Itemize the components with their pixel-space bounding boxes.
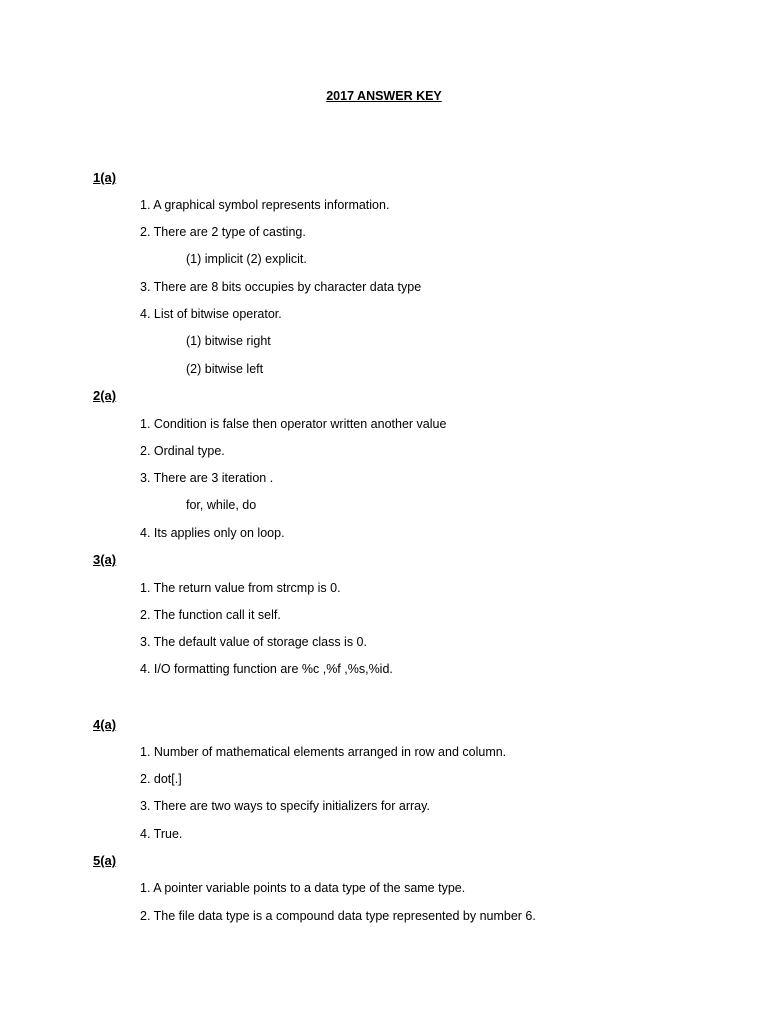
section-heading-2a: 2(a) (93, 388, 117, 403)
answer-subline: (2) bitwise left (186, 362, 264, 376)
answer-line: 4. List of bitwise operator. (140, 307, 282, 321)
section-heading-3a: 3(a) (93, 552, 117, 567)
answer-line: 4. I/O formatting function are %c ,%f ,%s,%id. (140, 662, 393, 676)
document-title: 2017 ANSWER KEY (326, 89, 442, 103)
answer-line: 4. True. (140, 827, 183, 841)
answer-line: 1. Number of mathematical elements arranged in row and column. (140, 745, 507, 759)
answer-line: 1. The return value from strcmp is 0. (140, 581, 341, 595)
answer-line: 3. There are 8 bits occupies by character data type (140, 280, 422, 294)
answer-line: 3. There are two ways to specify initializers for array. (140, 799, 430, 813)
section-heading-4a: 4(a) (93, 717, 117, 732)
answer-line: 1. Condition is false then operator written another value (140, 417, 447, 431)
answer-line: 2. There are 2 type of casting. (140, 225, 306, 239)
answer-subline: (1) implicit (2) explicit. (186, 252, 307, 266)
answer-line: 2. dot[.] (140, 772, 182, 786)
answer-subline: for, while, do (186, 498, 257, 512)
answer-line: 1. A graphical symbol represents information. (140, 198, 390, 212)
answer-line: 1. A pointer variable points to a data type of the same type. (140, 881, 466, 895)
answer-line: 2. The file data type is a compound data type represented by number 6. (140, 909, 536, 923)
answer-line: 4. Its applies only on loop. (140, 526, 285, 540)
answer-line: 2. Ordinal type. (140, 444, 225, 458)
answer-line: 3. The default value of storage class is 0. (140, 635, 367, 649)
section-heading-5a: 5(a) (93, 853, 117, 868)
answer-line: 3. There are 3 iteration . (140, 471, 274, 485)
answer-line: 2. The function call it self. (140, 608, 281, 622)
answer-subline: (1) bitwise right (186, 334, 271, 348)
section-heading-1a: 1(a) (93, 170, 117, 185)
